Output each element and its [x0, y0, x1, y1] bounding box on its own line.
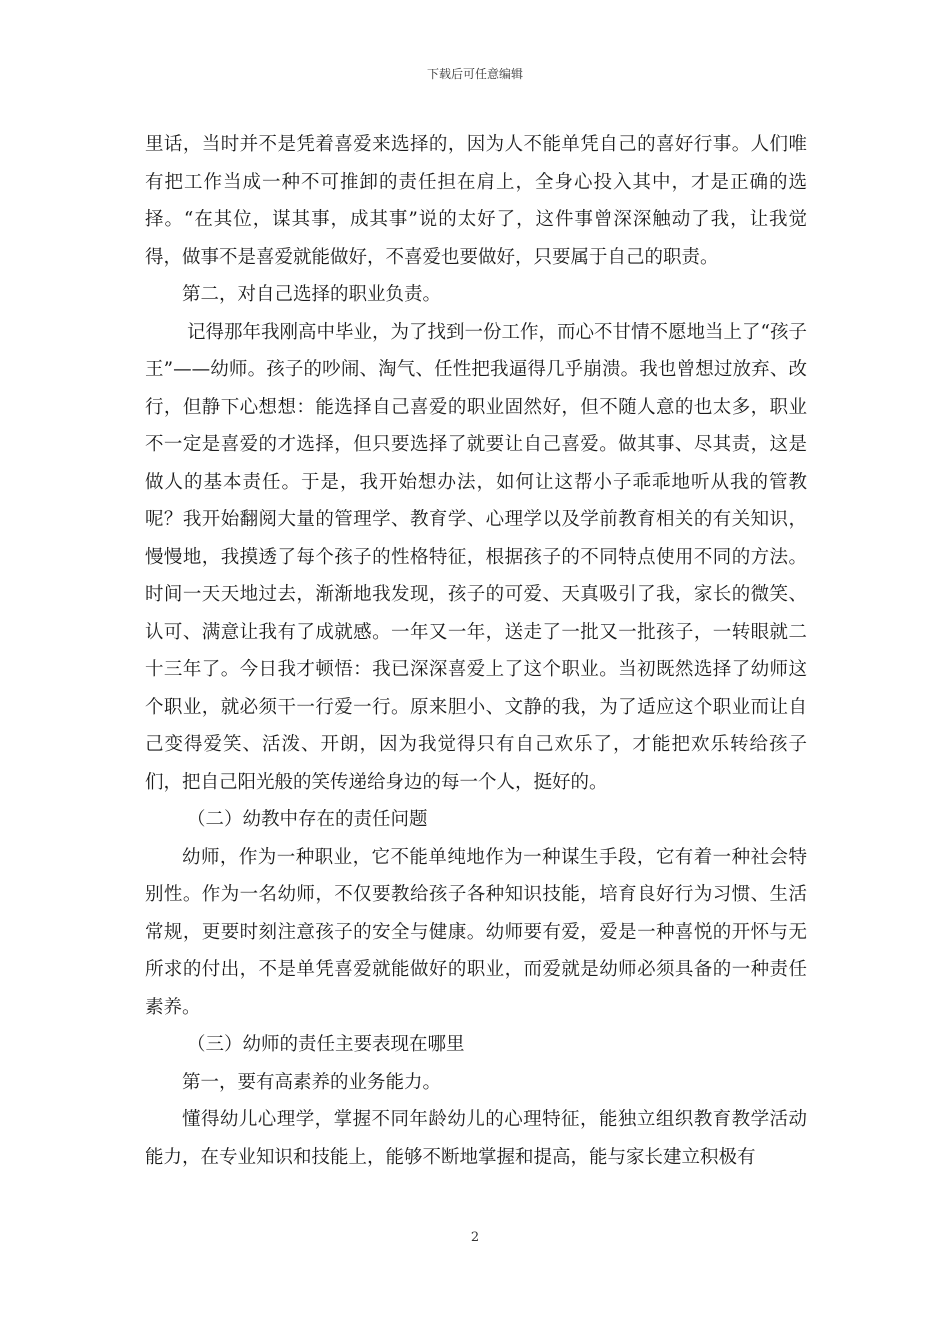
section-heading-three: （三）幼师的责任主要表现在哪里	[187, 1034, 465, 1055]
paragraph-story: 记得那年我刚高中毕业，为了找到一份工作，而心不甘情不愿地当上了“孩子王”——幼师。孩子的吵闹、淘气、任性把我逼得几乎崩溃。我也曾想过放弃、改行，但静下心想想：能选择自己喜爱的职业固然好，但不随人意的也太多，职业不一定是喜爱的才选择，但只要选择了就要让自己喜爱。做其事、尽其责，这是做人的基本责任。于是，我开始想办法，如何让这帮小子乖乖地听从我的管教呢？我开始翻阅大量的管理学、教育学、心理学以及学前教育相关的有关知识，慢慢地，我摸透了每个孩子的性格特征，根据孩子的不同特点使用不同的方法。时间一天天地过去，渐渐地我发现，孩子的可爱、天真吸引了我，家长的微笑、认可、满意让我有了成就感。一年又一年，送走了一批又一批孩子，一转眼就二十三年了。今日我才顿悟：我已深深喜爱上了这个职业。当初既然选择了幼师这个职业，就必须干一行爱一行。原来胆小、文静的我，为了适应这个职业而让自己变得爱笑、活泼、开朗，因为我觉得只有自己欢乐了，才能把欢乐转给孩子们，把自己阳光般的笑传递给身边的每一个人，挺好的。	[145, 321, 807, 793]
page-header: 下载后可任意编辑	[426, 67, 523, 81]
paragraph-responsibility-problems: 幼师，作为一种职业，它不能单纯地作为一种谋生手段，它有着一种社会特别性。作为一名幼师，不仅要教给孩子各种知识技能，培育良好行为习惯、生活常规，更要时刻注意孩子的安全与健康。幼师要有爱，爱是一种喜悦的开怀与无所求的付出，不是单凭喜爱就能做好的职业，而爱就是幼师必须具备的一种责任素养。	[145, 846, 807, 1018]
page-number: 2	[470, 1230, 480, 1245]
paragraph-continuation: 里话，当时并不是凭着喜爱来选择的，因为人不能单凭自己的喜好行事。人们唯有把工作当成一种不可推卸的责任担在肩上，全身心投入其中，才是正确的选择。“在其位，谋其事，成其事”说的太好了，这件事曾深深触动了我，让我觉得，做事不是喜爱就能做好，不喜爱也要做好，只要属于自己的职责。	[145, 134, 807, 268]
paragraph-professional-skills: 懂得幼儿心理学，掌握不同年龄幼儿的心理特征，能独立组织教育教学活动能力，在专业知识和技能上，能够不断地掌握和提高，能与家长建立积极有	[145, 1109, 807, 1168]
document-body	[145, 126, 807, 1176]
section-heading-two: （二）幼教中存在的责任问题	[187, 809, 428, 830]
paragraph-heading-first-point: 第一，要有高素养的业务能力。	[182, 1071, 442, 1093]
paragraph-heading-second-point: 第二，对自己选择的职业负责。	[182, 284, 442, 305]
